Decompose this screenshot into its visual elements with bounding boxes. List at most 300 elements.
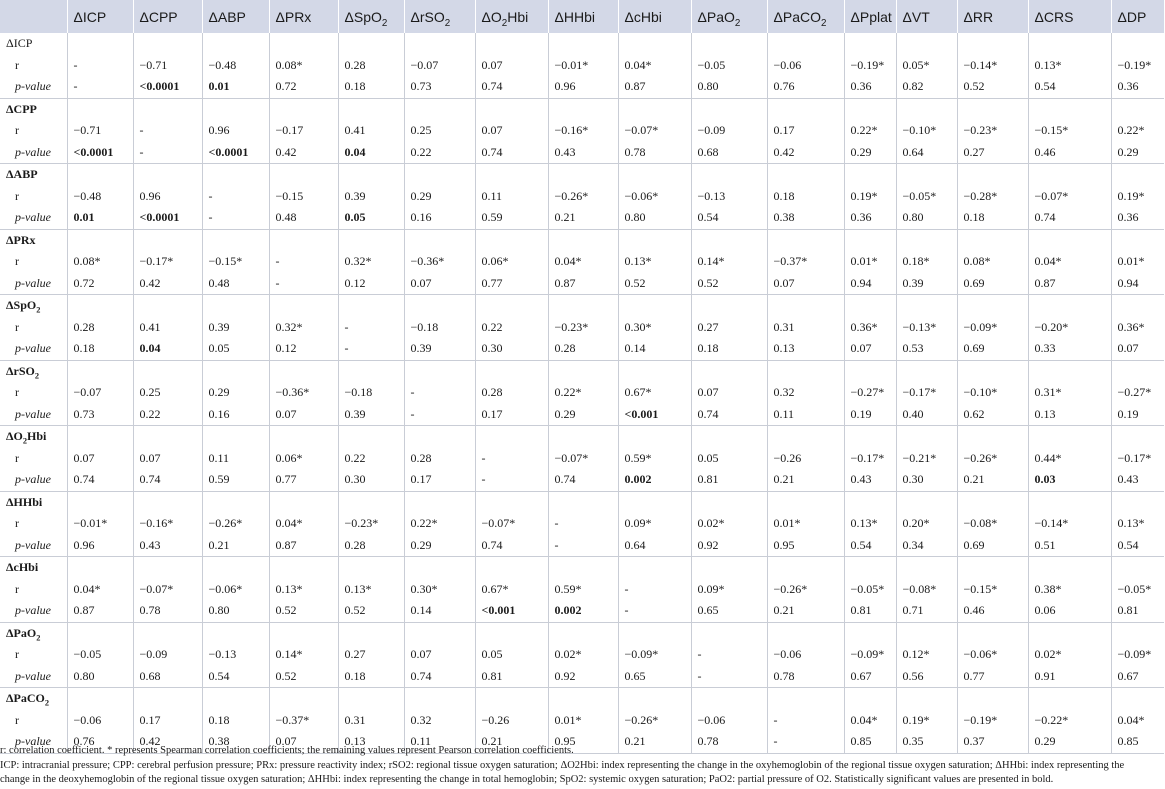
r-value-cell: 0.28 [404,448,475,470]
empty-cell [1028,622,1111,644]
empty-cell [957,426,1028,448]
p-value-cell: 0.16 [202,404,269,426]
empty-cell [404,360,475,382]
r-value-cell: 0.39 [338,186,404,208]
p-value-row [0,142,1164,164]
empty-cell [1111,557,1164,579]
row-variable-label: ΔABP [0,164,67,186]
p-value-label: p-value [0,666,67,688]
group-title-row [0,98,1164,120]
r-value-cell: 0.18 [202,710,269,732]
p-value-cell: 0.81 [1111,600,1164,622]
r-value-cell: 0.31 [338,710,404,732]
empty-cell [1111,33,1164,55]
r-value-cell: −0.06 [691,710,767,732]
group-title-row [0,688,1164,710]
r-row [0,579,1164,601]
r-value-cell: 0.06* [475,251,548,273]
p-value-cell: 0.29 [404,535,475,557]
column-header: ΔCPP [133,0,202,33]
empty-cell [404,229,475,251]
empty-cell [548,426,618,448]
r-value-cell: 0.96 [202,120,269,142]
r-value-cell: −0.27* [844,382,896,404]
group-title-row [0,295,1164,317]
empty-cell [1111,295,1164,317]
r-value-cell: −0.15 [269,186,338,208]
r-value-cell: −0.06* [618,186,691,208]
empty-cell [896,426,957,448]
r-value-cell: - [404,382,475,404]
empty-cell [767,426,844,448]
p-value-cell: 0.42 [133,273,202,295]
p-value-cell: 0.19 [1111,404,1164,426]
p-value-cell: 0.11 [767,404,844,426]
r-row [0,710,1164,732]
r-value-cell: 0.11 [202,448,269,470]
empty-cell [475,491,548,513]
r-value-cell: −0.37* [269,710,338,732]
empty-cell [202,164,269,186]
p-value-cell: - [133,142,202,164]
empty-cell [548,164,618,186]
p-value-cell: 0.54 [844,535,896,557]
r-row [0,644,1164,666]
empty-cell [67,98,133,120]
p-value-cell: - [67,76,133,98]
p-value-cell: 0.52 [957,76,1028,98]
empty-cell [548,557,618,579]
r-value-cell: −0.17* [1117,450,1152,465]
r-value-cell: −0.16* [548,120,618,142]
r-value-cell: 0.07 [475,120,548,142]
r-value-cell: 0.09* [691,579,767,601]
p-value-cell: 0.43 [844,469,896,491]
empty-cell [404,557,475,579]
p-value-label: p-value [0,76,67,98]
empty-cell [691,688,767,710]
r-value-cell: −0.20* [1028,317,1111,339]
empty-cell [957,622,1028,644]
r-label: r [0,55,67,77]
empty-cell [202,33,269,55]
r-label: r [0,448,67,470]
group-title-row [0,164,1164,186]
column-header: ΔRR [957,0,1028,33]
empty-cell [269,622,338,644]
r-value-cell: −0.71 [133,55,202,77]
r-value-cell: 0.11 [475,186,548,208]
r-value-cell: −0.18 [404,317,475,339]
p-value-cell: 0.80 [691,76,767,98]
empty-cell [957,557,1028,579]
empty-cell [618,164,691,186]
p-value-cell: 0.76 [67,731,133,753]
p-value-cell: 0.14 [618,338,691,360]
empty-cell [691,164,767,186]
empty-cell [691,622,767,644]
empty-cell [618,622,691,644]
r-value-cell: −0.09* [618,644,691,666]
r-row [0,382,1164,404]
p-value-cell: 0.82 [896,76,957,98]
p-value-cell: 0.39 [404,338,475,360]
p-value-cell: <0.001 [475,600,548,622]
empty-cell [269,491,338,513]
r-value-cell: −0.09 [133,644,202,666]
empty-cell [896,688,957,710]
group-title-row [0,33,1164,55]
empty-cell [767,360,844,382]
p-value-cell: 0.21 [767,469,844,491]
p-value-cell: 0.74 [404,666,475,688]
p-value-cell: 0.42 [767,142,844,164]
r-value-cell: - [548,513,618,535]
p-value-cell: 0.21 [767,600,844,622]
p-value-cell: <0.0001 [133,76,202,98]
r-value-cell: −0.17* [133,251,202,273]
r-value-cell: 0.14* [691,251,767,273]
r-label: r [0,710,67,732]
empty-cell [1028,426,1111,448]
p-value-cell: 0.72 [67,273,133,295]
empty-cell [618,557,691,579]
p-value-cell: - [767,731,844,753]
p-value-cell: 0.30 [896,469,957,491]
row-variable-label: ΔCPP [0,98,67,120]
empty-cell [844,98,896,120]
r-value-cell: 0.19* [896,710,957,732]
p-value-cell: 0.52 [691,273,767,295]
r-value-cell: −0.19* [957,710,1028,732]
r-value-cell: 0.25 [404,120,475,142]
group-title-row [0,229,1164,251]
empty-cell [1028,688,1111,710]
r-value-cell: 0.22* [1117,123,1145,138]
p-value-cell: 0.34 [896,535,957,557]
p-value-cell: 0.64 [896,142,957,164]
empty-cell [133,33,202,55]
empty-cell [133,164,202,186]
p-value-cell: 0.03 [1028,469,1111,491]
r-value-cell: 0.08* [67,251,133,273]
r-value-cell: −0.17 [269,120,338,142]
p-value-cell: 0.76 [767,76,844,98]
column-header: ΔrSO$_2$ [404,0,475,33]
column-header: ΔHHbi [548,0,618,33]
empty-cell [475,33,548,55]
p-value-cell: 0.27 [957,142,1028,164]
p-value-cell: 0.30 [475,338,548,360]
p-value-cell: 0.87 [618,76,691,98]
r-value-cell: 0.07 [475,55,548,77]
p-value-row [0,666,1164,688]
p-value-cell: 0.54 [1111,535,1164,557]
p-value-cell: 0.74 [475,535,548,557]
table-footnotes [0,744,1140,788]
empty-cell [338,688,404,710]
footnote-abbreviations: ICP: intracranial pressure; CPP: cerebral perfusion pressure; PRx: pressure reactivity index; rSO2: regional tissue oxygen saturation; ΔO2Hbi: index representing the change in the oxyhemoglobin of the regional tissue oxygen saturation; ΔHHbi: index representing the change in the deoxyhemoglobin of the regional tissue oxygen saturation; ΔHHbi: index representing the change in total hemoglobin; SpO2: systemic oxygen saturation; PaO2: partial pressure of O2. Statistically significant values are presented in bold. [0,759,1125,785]
empty-cell [269,98,338,120]
empty-cell [896,622,957,644]
row-variable-label: ΔcHbi [0,557,67,579]
r-value-cell: 0.05 [691,448,767,470]
empty-cell [844,688,896,710]
r-value-cell: −0.19* [844,55,896,77]
r-value-cell: −0.23* [548,317,618,339]
p-value-row [0,273,1164,295]
r-value-cell: −0.10* [896,120,957,142]
p-value-label: p-value [0,273,67,295]
p-value-cell: 0.18 [338,76,404,98]
r-value-cell: 0.30* [618,317,691,339]
empty-cell [618,295,691,317]
empty-cell [957,229,1028,251]
empty-cell [1111,622,1164,644]
r-value-cell: −0.07* [475,513,548,535]
p-value-cell: 0.95 [548,731,618,753]
column-header: ΔABP [202,0,269,33]
p-value-cell: 0.30 [338,469,404,491]
r-value-cell: - [691,644,767,666]
empty-cell [1111,426,1164,448]
r-value-cell: −0.17* [896,382,957,404]
r-value-cell: 0.17 [767,120,844,142]
empty-cell [202,229,269,251]
row-variable-label: ΔHHbi [0,491,67,513]
r-value-cell: 0.30* [404,579,475,601]
r-row [0,186,1164,208]
empty-cell [896,295,957,317]
p-value-cell: 0.22 [404,142,475,164]
r-value-cell: −0.01* [67,513,133,535]
empty-cell [896,164,957,186]
empty-cell [1111,360,1164,382]
p-value-cell: 0.43 [1111,469,1164,491]
r-value-cell: −0.18 [338,382,404,404]
r-value-cell: 0.28 [338,55,404,77]
r-row [0,120,1164,142]
empty-cell [691,229,767,251]
p-value-cell: - [618,600,691,622]
empty-cell [404,426,475,448]
r-value-cell: 0.05 [475,644,548,666]
empty-cell [957,688,1028,710]
column-header: ΔSpO$_2$ [338,0,404,33]
empty-cell [133,426,202,448]
p-value-cell: 0.73 [67,404,133,426]
p-value-cell: 0.18 [67,338,133,360]
r-value-cell: 0.67* [475,579,548,601]
p-value-cell: 0.95 [767,535,844,557]
group-title-row [0,360,1164,382]
p-value-cell: 0.29 [1111,142,1164,164]
r-value-cell: 0.13* [618,251,691,273]
p-value-cell: 0.96 [67,535,133,557]
p-value-cell: 0.07 [1111,338,1164,360]
empty-cell [1111,229,1164,251]
r-value-cell: - [338,317,404,339]
p-value-cell: - [475,469,548,491]
p-value-cell: 0.17 [404,469,475,491]
r-value-cell: 0.04* [618,55,691,77]
p-value-cell: 0.04 [338,142,404,164]
r-label: r [0,513,67,535]
empty-cell [133,491,202,513]
p-value-cell: <0.001 [618,404,691,426]
p-value-cell: 0.46 [1028,142,1111,164]
p-value-cell: 0.85 [844,731,896,753]
r-value-cell: 0.31 [767,317,844,339]
empty-cell [202,688,269,710]
empty-cell [67,33,133,55]
empty-cell [548,33,618,55]
r-value-cell: 0.25 [133,382,202,404]
empty-cell [67,622,133,644]
empty-cell [338,360,404,382]
r-value-cell: 0.32 [404,710,475,732]
p-value-cell: 0.51 [1028,535,1111,557]
empty-cell [957,98,1028,120]
r-value-cell: 0.04* [844,710,896,732]
r-value-cell: 0.44* [1028,448,1111,470]
r-value-cell: −0.05 [691,55,767,77]
empty-cell [202,360,269,382]
r-value-cell: −0.15* [202,251,269,273]
empty-cell [548,622,618,644]
r-value-cell: 0.18* [896,251,957,273]
p-value-cell: 0.35 [896,731,957,753]
p-value-cell: 0.07 [269,404,338,426]
p-value-cell: 0.87 [269,535,338,557]
empty-cell [475,426,548,448]
p-value-label: p-value [0,535,67,557]
r-value-cell: 0.18 [767,186,844,208]
empty-cell [67,688,133,710]
empty-cell [844,426,896,448]
p-value-cell: 0.18 [691,338,767,360]
empty-cell [844,557,896,579]
r-value-cell: 0.04* [269,513,338,535]
r-value-cell: −0.36* [404,251,475,273]
empty-cell [691,557,767,579]
empty-cell [767,557,844,579]
p-value-cell: 0.04 [133,338,202,360]
empty-cell [844,360,896,382]
r-value-cell: 0.07 [691,382,767,404]
r-value-cell: 0.08* [957,251,1028,273]
empty-cell [767,688,844,710]
r-value-cell: −0.71 [67,120,133,142]
r-value-cell: −0.07* [618,120,691,142]
empty-cell [1028,229,1111,251]
p-value-cell: 0.64 [618,535,691,557]
empty-cell [767,229,844,251]
empty-cell [1028,164,1111,186]
empty-cell [1028,360,1111,382]
empty-cell [475,557,548,579]
empty-cell [767,33,844,55]
p-value-cell: 0.69 [957,273,1028,295]
r-value-cell: 0.06* [269,448,338,470]
r-value-cell: 0.67* [618,382,691,404]
p-value-cell: - [404,404,475,426]
empty-cell [618,33,691,55]
empty-cell [767,295,844,317]
r-value-cell: - [202,186,269,208]
p-value-cell: 0.74 [67,469,133,491]
p-value-label: p-value [0,600,67,622]
p-value-row [0,535,1164,557]
empty-cell [67,557,133,579]
p-value-cell: 0.77 [957,666,1028,688]
group-title-row [0,491,1164,513]
r-value-cell: 0.38* [1028,579,1111,601]
p-value-row [0,338,1164,360]
empty-cell [475,164,548,186]
empty-cell [896,33,957,55]
r-value-cell: −0.07 [404,55,475,77]
r-value-cell: −0.28* [957,186,1028,208]
r-row [0,55,1164,77]
p-value-cell: - [548,535,618,557]
empty-cell [691,360,767,382]
empty-cell [202,491,269,513]
empty-cell [896,229,957,251]
column-header: ΔVT [896,0,957,33]
p-value-cell: 0.01 [67,207,133,229]
empty-cell [133,360,202,382]
r-value-cell: −0.26* [767,579,844,601]
empty-cell [202,98,269,120]
r-value-cell: 0.13* [338,579,404,601]
p-value-cell: 0.62 [957,404,1028,426]
empty-cell [767,164,844,186]
empty-cell [1111,98,1164,120]
header-corner [0,0,67,33]
p-value-cell: 0.16 [404,207,475,229]
r-value-cell: −0.01* [548,55,618,77]
p-value-cell: 0.17 [475,404,548,426]
r-value-cell: 0.13* [1028,55,1111,77]
p-value-row [0,600,1164,622]
r-value-cell: 0.22 [338,448,404,470]
r-value-cell: - [475,448,548,470]
r-value-cell: 0.02* [691,513,767,535]
r-value-cell: 0.01* [844,251,896,273]
p-value-cell: 0.19 [844,404,896,426]
p-value-cell: 0.72 [269,76,338,98]
group-title-row [0,557,1164,579]
p-value-cell: 0.36 [844,76,896,98]
empty-cell [269,688,338,710]
p-value-cell: 0.002 [618,469,691,491]
p-value-cell: 0.54 [1028,76,1111,98]
empty-cell [404,164,475,186]
column-header: ΔCRS [1028,0,1111,33]
empty-cell [957,295,1028,317]
empty-cell [67,360,133,382]
empty-cell [618,360,691,382]
r-value-cell: −0.06* [202,579,269,601]
r-value-cell: −0.06 [767,55,844,77]
empty-cell [691,491,767,513]
header-row [0,0,1164,33]
empty-cell [338,622,404,644]
empty-cell [67,229,133,251]
r-label: r [0,186,67,208]
r-value-cell: 0.96 [133,186,202,208]
